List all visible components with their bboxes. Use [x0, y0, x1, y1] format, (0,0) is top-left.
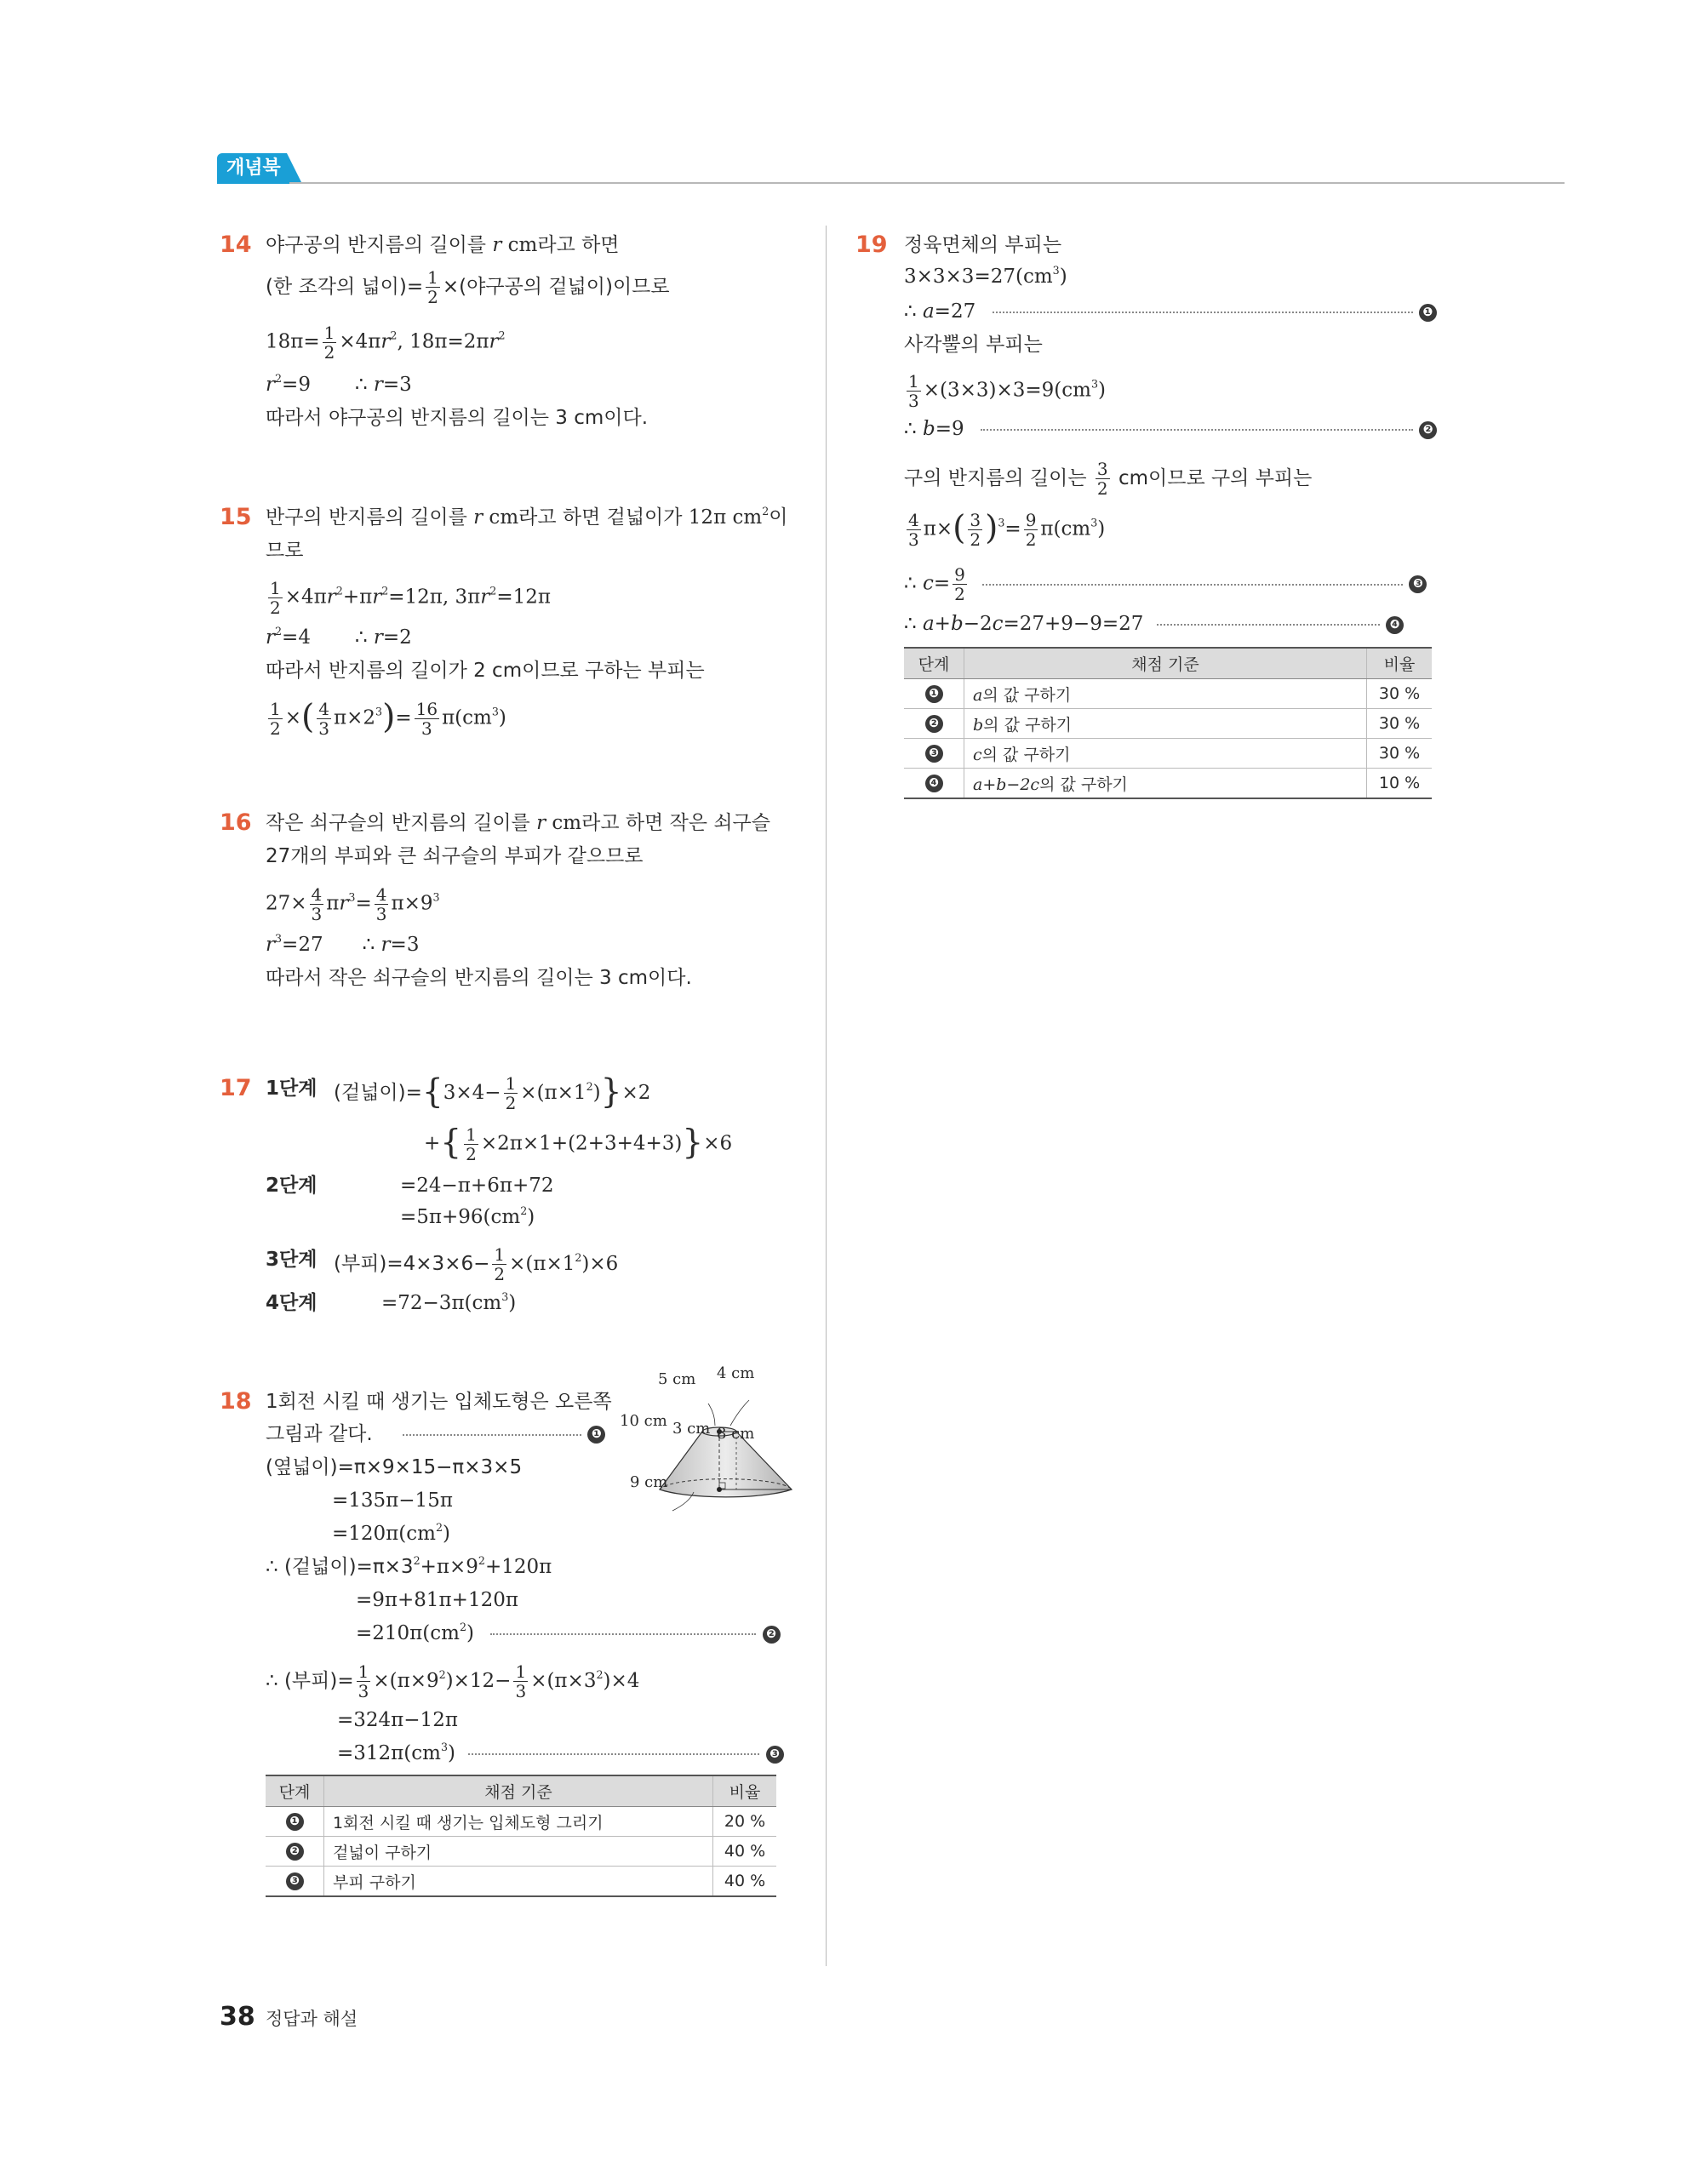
table-row: ❶ 1회전 시킬 때 생기는 입체도형 그리기 20 %	[266, 1807, 776, 1837]
p14-line-3: 18π= $\frac{1}{2}$ $\times 4\pi r^2$, $18\pi=2\pi r^2$	[266, 323, 506, 363]
marker-1: ❶	[587, 1426, 605, 1444]
p19-line-3: ∴ a=27 ❶	[904, 297, 1437, 326]
table-row: ❸ c의 값 구하기 30 %	[904, 739, 1432, 769]
header-rule	[289, 182, 1565, 184]
p18-line-4: $=120\pi(cm^2)$	[332, 1520, 450, 1545]
p18-line-3: =135π−15π	[332, 1489, 453, 1512]
scoring-table-19	[904, 647, 1432, 799]
problem-number-15: 15	[220, 504, 252, 530]
p18-line-2: (옆넓이)=π×9×15−π×3×5	[266, 1456, 523, 1478]
p17-step-3: 3단계	[266, 1249, 318, 1271]
problem-number-16: 16	[220, 809, 252, 836]
p19-line-9: ∴ c= $\frac{9}{2}$ ❸	[904, 565, 1427, 603]
marker-3: ❸	[1409, 575, 1427, 593]
p14-line-5: 따라서 야구공의 반지름의 길이는 3 cm이다.	[266, 407, 649, 429]
column-divider	[826, 226, 827, 1966]
problem-number-17: 17	[220, 1075, 252, 1101]
p17-step-2-expr: =24−π+6π+72	[400, 1175, 554, 1197]
p14-line-2: (한 조각의 넓이)= $\frac{1}{2}$ ×(야구공의 겉넓이)이므로	[266, 267, 670, 307]
table-header-row: 단계 채점 기준 비율	[904, 648, 1432, 679]
p15-line-4: 따라서 반지름의 길이가 2 cm이므로 구하는 부피는	[266, 660, 705, 682]
marker-1: ❶	[1419, 304, 1437, 322]
p16-line-4: 따라서 작은 쇠구슬의 반지름의 길이는 3 cm이다.	[266, 967, 692, 989]
p18-line-7: $=210\pi(cm^2)$ ❷	[356, 1619, 781, 1648]
p17-step-1: 1단계	[266, 1078, 318, 1100]
p18-line-5: ∴ (겉넓이)$=\pi\times 3^2+\pi\times 9^2+120\pi$	[266, 1553, 552, 1578]
scoring-table-18	[266, 1775, 776, 1897]
p16-line-3: $r^3=27$ ∴ r=3	[266, 931, 420, 956]
p18-line-1: 1회전 시킬 때 생기는 입체도형은 오른쪽	[266, 1391, 612, 1413]
problem-number-19: 19	[855, 232, 888, 258]
p17-step-2: 2단계	[266, 1175, 318, 1197]
figure-label-inner-height: 8 cm	[717, 1425, 755, 1443]
table-row: ❸ 부피 구하기 40 %	[266, 1867, 776, 1897]
p19-line-8: $\frac{4}{3}$ π×( $\frac{3}{2}$ )$^3$= $\frac{9}{2}$ $\pi(cm^3)$	[908, 509, 1106, 550]
p19-line-5: $\frac{1}{3}$ $\times(3\times 3)\times 3=9(cm^3)$	[908, 371, 1106, 411]
p17-step-2-expr-2: $=5\pi+96(cm^2)$	[400, 1203, 535, 1228]
p16-line-1b: 27개의 부피와 큰 쇠구슬의 부피가 같으므로	[266, 845, 644, 867]
table-row: ❷ b의 값 구하기 30 %	[904, 709, 1432, 739]
marker-4: ❹	[1386, 616, 1404, 634]
figure-label-bottom-radius: 9 cm	[630, 1473, 668, 1491]
p18-line-9: =324π−12π	[337, 1709, 458, 1731]
header-tab-label: 개념북	[226, 157, 281, 179]
p15-line-1: 반구의 반지름의 길이를 r cm라고 하면 겉넓이가 12π $cm^2$이	[266, 504, 788, 529]
table-row: ❶ a의 값 구하기 30 %	[904, 679, 1432, 709]
figure-label-top-radius: 5 cm	[658, 1370, 696, 1388]
page-number: 38	[220, 2002, 255, 2032]
p17-step-4: 4단계	[266, 1292, 318, 1314]
p18-line-6: =9π+81π+120π	[356, 1589, 518, 1611]
p14-line-1: 야구공의 반지름의 길이를 r cm라고 하면	[266, 234, 620, 256]
figure-label-top-height: 4 cm	[717, 1364, 755, 1382]
figure-label-slant: 10 cm	[620, 1412, 667, 1430]
p18-line-10: $=312\pi(cm^3)$ ❸	[337, 1739, 784, 1768]
p17-step-1-expr: (겉넓이)={3×4− $\frac{1}{2}$ $\times(\pi\times 1^2)\}\times 2$	[334, 1072, 651, 1113]
marker-3: ❸	[766, 1746, 784, 1764]
marker-2: ❷	[763, 1626, 781, 1644]
p17-step-1-expr-2: +{ $\frac{1}{2}$ ×2π×1+(2+3+4+3)}×6	[424, 1123, 733, 1164]
p17-step-4-expr: $=72-3\pi(cm^3)$	[381, 1289, 517, 1314]
p19-line-4: 사각뿔의 부피는	[904, 334, 1043, 356]
p16-line-2: 27× $\frac{4}{3}$ $\pi r^3=$ $\frac{4}{3}$ $\pi\times 9^3$	[266, 884, 440, 924]
p15-line-3: $r^2=4$ ∴ r=2	[266, 624, 412, 649]
p19-line-7: 구의 반지름의 길이는 $\frac{3}{2}$ cm이므로 구의 부피는	[904, 459, 1313, 499]
p19-line-10: ∴ a+b−2c=27+9−9=27 ❹	[904, 609, 1404, 638]
table-row: ❹ a+b−2c의 값 구하기 10 %	[904, 769, 1432, 799]
p15-line-1b: 므로	[266, 540, 304, 562]
problem-number-14: 14	[220, 232, 252, 258]
p14-line-4: $r^2=9$ ∴ r=3	[266, 371, 412, 396]
p19-line-2: $3\times 3\times 3=27(cm^3)$	[904, 263, 1067, 288]
p17-step-3-expr: (부피)=4×3×6− $\frac{1}{2}$ $\times(\pi\times 1^2)\times 6$	[334, 1244, 619, 1284]
p16-line-1: 작은 쇠구슬의 반지름의 길이를 r cm라고 하면 작은 쇠구슬	[266, 812, 770, 834]
table-row: ❷ 겉넓이 구하기 40 %	[266, 1837, 776, 1867]
p18-line-1b: 그림과 같다. ❶	[266, 1420, 605, 1449]
table-header-row: 단계 채점 기준 비율	[266, 1775, 776, 1807]
footer-section-label: 정답과 해설	[266, 2009, 358, 2029]
p19-line-6: ∴ b=9 ❷	[904, 415, 1437, 443]
p15-line-5: $\frac{1}{2}$ ×( $\frac{4}{3}$ $\pi\times 2^3)=$ $\frac{16}{3}$ $\pi(cm^3)$	[270, 698, 506, 739]
p15-line-2: $\frac{1}{2}$ $\times 4\pi r^2+\pi r^2=12\pi$, $3\pi r^2=12\pi$	[270, 578, 551, 618]
marker-2: ❷	[1419, 421, 1437, 439]
p18-line-8: ∴ (부피)= $\frac{1}{3}$ $\times(\pi\times 9^2)\times 12-$ $\frac{1}{3}$ $\times(\pi\times 3^2)\times 4$	[266, 1661, 640, 1701]
figure-label-inner-radius: 3 cm	[672, 1420, 711, 1438]
p19-line-1: 정육면체의 부피는	[904, 234, 1062, 256]
problem-number-18: 18	[220, 1388, 252, 1415]
truncated-cone-figure	[630, 1383, 800, 1519]
